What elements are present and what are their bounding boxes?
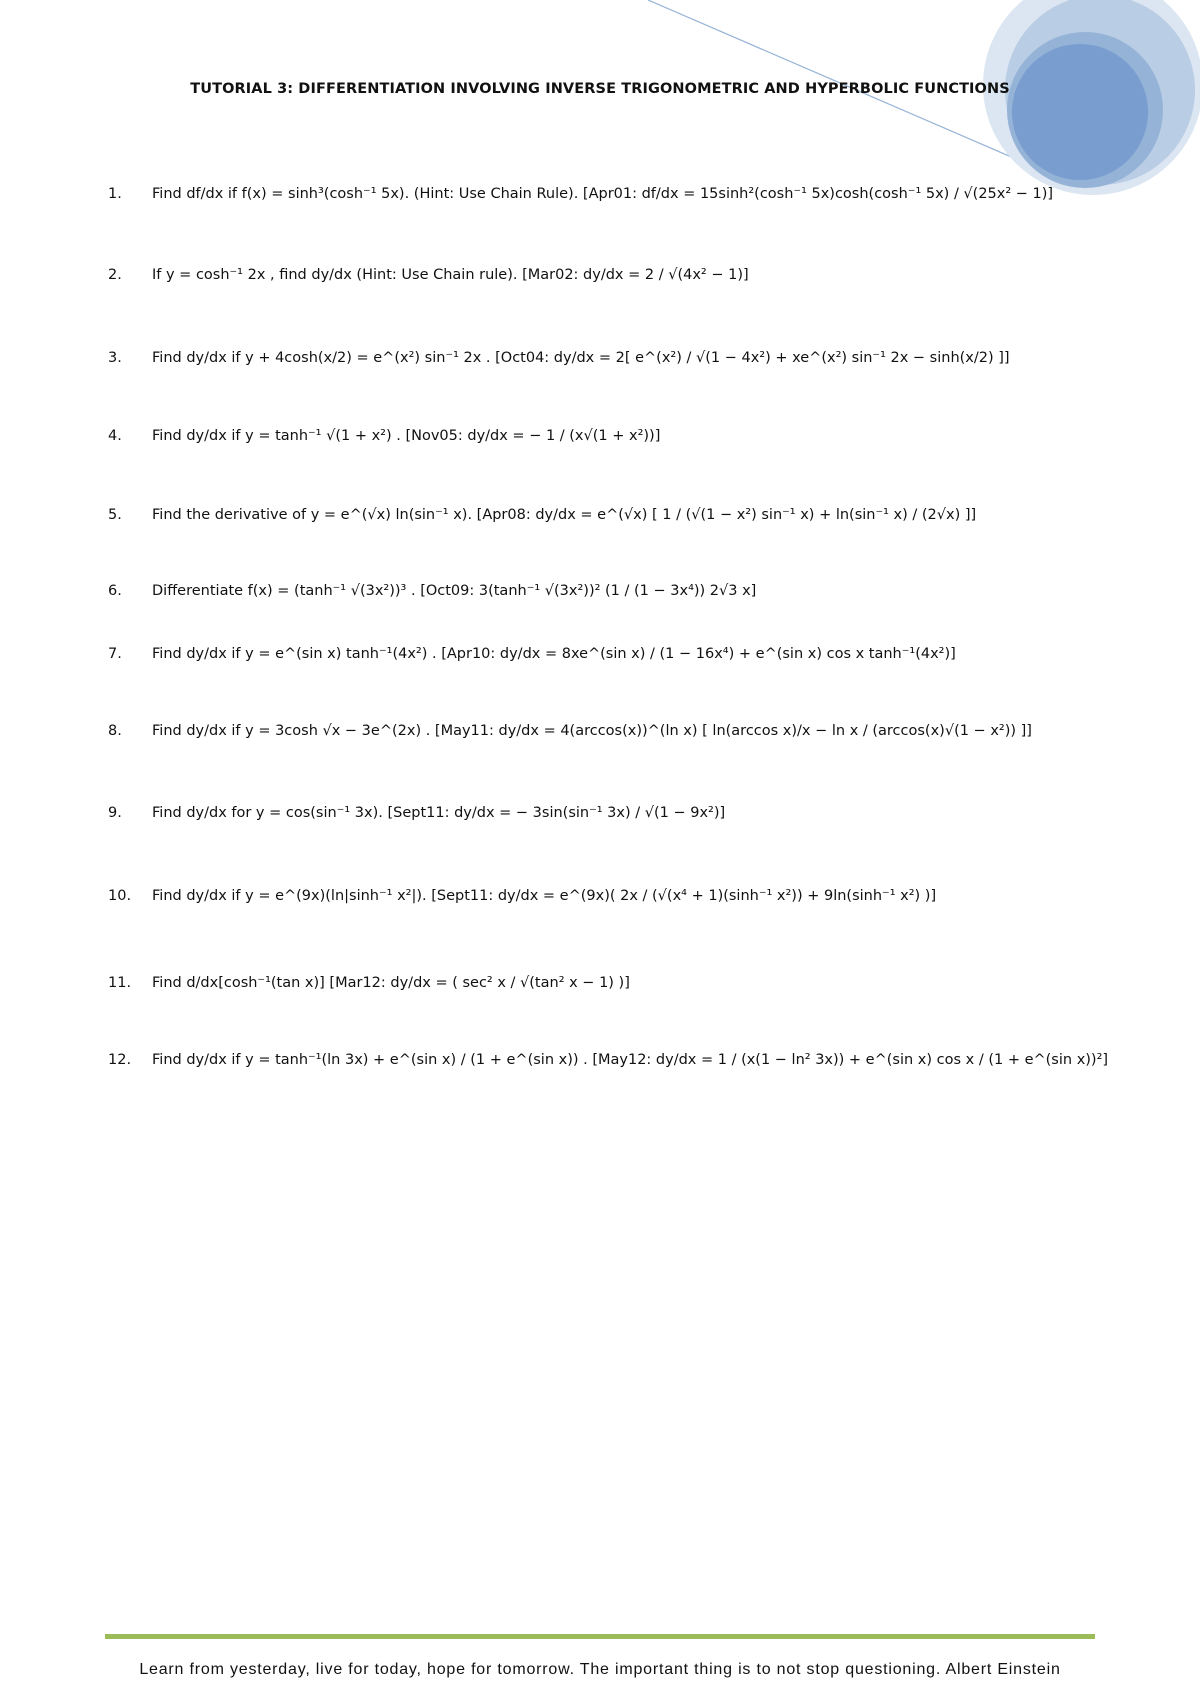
footer-quote: Learn from yesterday, live for today, hope for tomorrow. The important thing is to not stop questioning. Albert Einstein	[139, 1661, 1061, 1678]
decor-circle-core	[1012, 44, 1148, 180]
problem-text: Differentiate f(x) = (tanh⁻¹ √(3x²))³ . [Oct09: 3(tanh⁻¹ √(3x²))² (1 / (1 − 3x⁴)) 2√3 x]	[152, 583, 757, 599]
problem-number: 6.	[108, 583, 122, 599]
problem-number: 7.	[108, 646, 122, 662]
problem-text: Find dy/dx if y = e^(sin x) tanh⁻¹(4x²) . [Apr10: dy/dx = 8xe^(sin x) / (1 − 16x⁴) + e^(sin x) cos x tanh⁻¹(4x²)]	[152, 646, 956, 662]
problem-text: Find dy/dx if y = 3cosh √x − 3e^(2x) . [May11: dy/dx = 4(arccos(x))^(ln x) [ ln(arccos x)/x − ln x / (arccos(x)√(1 − x²)) ]]	[152, 723, 1032, 739]
problem-text: Find d/dx[cosh⁻¹(tan x)] [Mar12: dy/dx = ( sec² x / √(tan² x − 1) )]	[152, 975, 630, 991]
problem-text: Find dy/dx if y = e^(9x)(ln|sinh⁻¹ x²|). [Sept11: dy/dx = e^(9x)( 2x / (√(x⁴ + 1)(sinh⁻¹ x²)) + 9ln(sinh⁻¹ x²) )]	[152, 888, 937, 904]
problem-number: 9.	[108, 805, 122, 821]
problem-text: Find dy/dx if y = tanh⁻¹(ln 3x) + e^(sin x) / (1 + e^(sin x)) . [May12: dy/dx = 1 / (x(1 − ln² 3x)) + e^(sin x) cos x / (1 + e^(sin x))²]	[152, 1052, 1109, 1068]
problem-number: 3.	[108, 350, 122, 366]
problem-number: 8.	[108, 723, 122, 739]
problem-number: 11.	[108, 975, 132, 991]
footer-rule	[105, 1634, 1095, 1639]
problem-number: 4.	[108, 428, 122, 444]
problem-text: Find dy/dx if y = tanh⁻¹ √(1 + x²) . [Nov05: dy/dx = − 1 / (x√(1 + x²))]	[152, 428, 661, 444]
problem-text: Find dy/dx if y + 4cosh(x/2) = e^(x²) sin⁻¹ 2x . [Oct04: dy/dx = 2[ e^(x²) / √(1 − 4x²) + xe^(x²) sin⁻¹ 2x − sinh(x/2) ]]	[152, 350, 1010, 366]
problem-number: 2.	[108, 267, 122, 283]
problem-text: If y = cosh⁻¹ 2x , find dy/dx (Hint: Use Chain rule). [Mar02: dy/dx = 2 / √(4x² − 1)]	[152, 267, 749, 283]
page-title: TUTORIAL 3: DIFFERENTIATION INVOLVING INVERSE TRIGONOMETRIC AND HYPERBOLIC FUNCTIONS	[190, 81, 1010, 97]
problem-number: 5.	[108, 507, 122, 523]
problem-number: 10.	[108, 888, 132, 904]
problem-number: 1.	[108, 186, 122, 202]
problem-text: Find dy/dx for y = cos(sin⁻¹ 3x). [Sept11: dy/dx = − 3sin(sin⁻¹ 3x) / √(1 − 9x²)]	[152, 805, 726, 821]
problem-text: Find df/dx if f(x) = sinh³(cosh⁻¹ 5x). (Hint: Use Chain Rule). [Apr01: df/dx = 15sinh²(cosh⁻¹ 5x)cosh(cosh⁻¹ 5x) / √(25x² − 1)]	[152, 186, 1054, 202]
problem-text: Find the derivative of y = e^(√x) ln(sin⁻¹ x). [Apr08: dy/dx = e^(√x) [ 1 / (√(1 − x²) sin⁻¹ x) + ln(sin⁻¹ x) / (2√x) ]]	[152, 507, 977, 523]
problem-number: 12.	[108, 1052, 132, 1068]
